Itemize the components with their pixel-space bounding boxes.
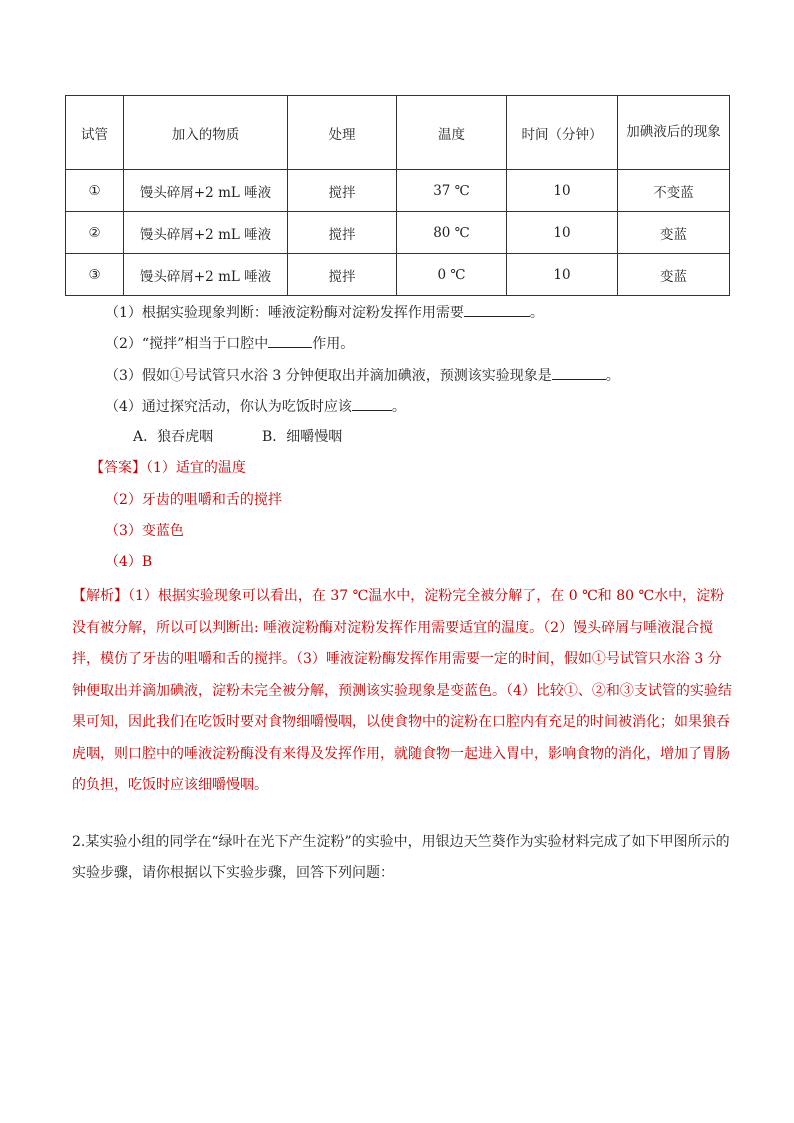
answer-1-text: （1）适宜的温度 xyxy=(146,460,246,476)
question-2-stem-line-2: 实验步骤，请你根据以下实验步骤，回答下列问题： xyxy=(72,865,394,881)
table-cell: 变蓝 xyxy=(618,212,730,254)
analysis-label: 【解析】 xyxy=(72,588,128,604)
question-1-end: 。 xyxy=(529,305,544,321)
table-cell: 馒头碎屑+2 mL 唾液 xyxy=(124,254,288,296)
table-header-row xyxy=(66,96,730,170)
table-cell: 10 xyxy=(507,170,618,212)
question-3-text: （3）假如①号试管只水浴 3 分钟便取出并滴加碘液，预测该实验现象是 xyxy=(105,368,552,384)
table-cell: 搅拌 xyxy=(288,212,397,254)
answer-blank xyxy=(352,396,392,411)
table-header: 时间（分钟） xyxy=(507,96,618,170)
answer-blank xyxy=(464,302,530,317)
table-header xyxy=(618,96,730,170)
experiment-table xyxy=(65,95,730,296)
answer-4: （4）B xyxy=(105,554,153,570)
answer-blank xyxy=(268,333,312,348)
table-cell: 37 ℃ xyxy=(397,170,507,212)
question-2-stem-line-1: 2.某实验小组的同学在“绿叶在光下产生淀粉”的实验中，用银边天竺葵作为实验材料完成了如下甲图所示的 xyxy=(72,834,730,850)
question-4-end: 。 xyxy=(391,399,406,415)
analysis-text: （1）根据实验现象可以看出，在 37 ℃温水中，淀粉完全被分解了，在 0 ℃和 80 ℃水中，淀粉没有被分解，所以可以判断出: 唾液淀粉酶对淀粉发挥作用需要适宜的温度。（2）馒头碎屑与唾液混合搅拌，模仿了牙齿的咀嚼和舌的搅拌。（3）唾液淀粉酶发挥作用需要一定的时间，假如①号试管只水浴 3 分钟便取出并滴加碘液，淀粉未完全被分解，预测该实验现象是变蓝色。（4）比较①、②和③支试管的实验结果可知，因此我们在吃饭时要对食物细嚼慢咽，以使食物中的淀粉在口腔内有充足的时间被消化；如果狼吞虎咽，则口腔中的唾液淀粉酶没有来得及发挥作用，就随食物一起进入胃中，影响食物的消化，增加了胃肠的负担，吃饭时应该细嚼慢咽。 xyxy=(72,588,732,793)
table-row xyxy=(66,170,730,212)
table-cell: ① xyxy=(66,170,124,212)
answer-1 xyxy=(90,458,246,478)
table-header: 温度 xyxy=(397,96,507,170)
question-4-text: （4）通过探究活动，你认为吃饭时应该 xyxy=(105,399,352,415)
table-cell: 变蓝 xyxy=(618,254,730,296)
answer-2: （2）牙齿的咀嚼和舌的搅拌 xyxy=(105,492,282,508)
question-2-text: （2）“搅拌”相当于口腔中 xyxy=(105,336,269,352)
table-cell: ② xyxy=(66,212,124,254)
table-header: 试管 xyxy=(66,96,124,170)
option-a: A．狼吞虎咽 xyxy=(133,429,214,445)
question-2-end: 作用。 xyxy=(312,336,355,352)
question-4 xyxy=(105,396,406,417)
table-cell: 10 xyxy=(507,212,618,254)
table-cell: 馒头碎屑+2 mL 唾液 xyxy=(124,212,288,254)
analysis-paragraph xyxy=(72,581,732,802)
table-cell: 搅拌 xyxy=(288,170,397,212)
answer-3: （3）变蓝色 xyxy=(105,523,184,539)
answer-label: 【答案】 xyxy=(90,460,146,476)
table-cell: 0 ℃ xyxy=(397,254,507,296)
question-3 xyxy=(105,365,620,386)
table-row xyxy=(66,254,730,296)
answer-blank xyxy=(552,365,606,380)
table-cell: 馒头碎屑+2 mL 唾液 xyxy=(124,170,288,212)
question-1-text: （1）根据实验现象判断：唾液淀粉酶对淀粉发挥作用需要 xyxy=(105,305,464,321)
table-cell: ③ xyxy=(66,254,124,296)
table-cell: 80 ℃ xyxy=(397,212,507,254)
question-1 xyxy=(105,302,544,323)
table-cell: 10 xyxy=(507,254,618,296)
option-b: B．细嚼慢咽 xyxy=(262,429,343,445)
table-header: 处理 xyxy=(288,96,397,170)
question-2 xyxy=(105,333,354,354)
table-cell: 不变蓝 xyxy=(618,170,730,212)
table-header: 加入的物质 xyxy=(124,96,288,170)
table-row xyxy=(66,212,730,254)
question-3-end: 。 xyxy=(605,368,620,384)
table-header-text: 加碘液后的现象 xyxy=(626,124,721,140)
table-cell: 搅拌 xyxy=(288,254,397,296)
